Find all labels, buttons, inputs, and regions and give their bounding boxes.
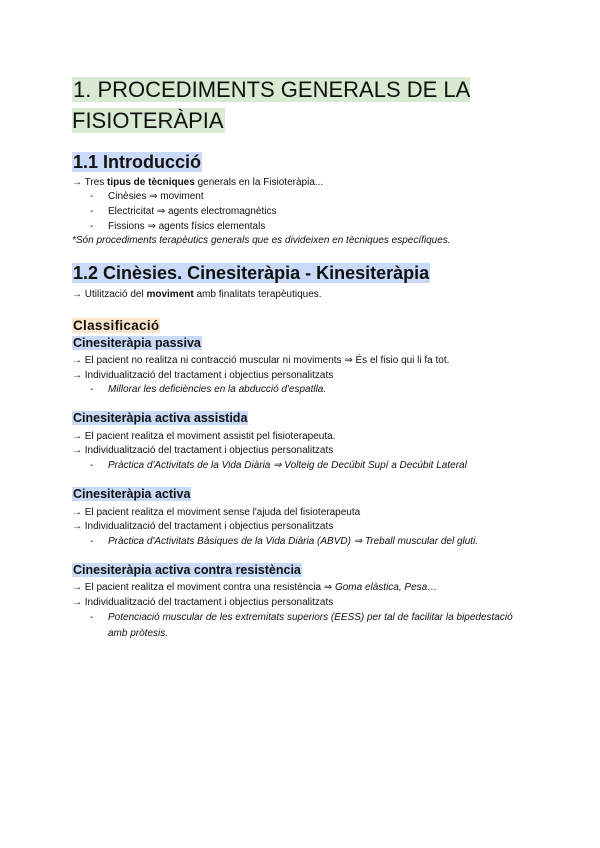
page-title (72, 74, 522, 136)
intro-note: *Són procediments terapèutics generals que es divideixen en tècniques específiques. (72, 235, 451, 246)
type-example: - Pràctica d'Activitats de la Vida Diària ⇒ Volteig de Decúbit Supí a Decúbit Lateral (90, 460, 467, 471)
type-heading-activa-resistencia: Cinesiteràpia activa contra resistència (73, 563, 301, 577)
type-example: Potenciació muscular de les extremitats superiors (EESS) per tal de facilitar la bipedestació amb pròtesis. (108, 612, 513, 639)
type-line: → Individualització del tractament i objectius personalitzats (72, 370, 334, 381)
type-line: → El pacient no realitza ni contracció muscular ni moviments ⇒ És el fisio qui li fa tot. (72, 355, 450, 366)
type-heading-passiva: Cinesiteràpia passiva (73, 336, 201, 350)
list-item: - Fissions ⇒ agents físics elementals (90, 221, 266, 232)
list-item: - Electricitat ⇒ agents electromagnètics (90, 206, 277, 217)
section-heading-introduccio: 1.1 Introducció (73, 152, 202, 172)
page-title-text: 1. PROCEDIMENTS GENERALS DE LA FISIOTERÀPIA (72, 77, 471, 133)
intro-lead: → Tres tipus de tècniques generals en la Fisioteràpia... (72, 177, 324, 188)
list-item: - Cinèsies ⇒ moviment (90, 191, 204, 202)
type-line: → Individualització del tractament i objectius personalitzats (72, 597, 334, 608)
cinesies-lead: → Utilització del moviment amb finalitats terapèutiques. (72, 289, 322, 300)
type-heading-activa: Cinesiteràpia activa (73, 487, 191, 501)
type-heading-activa-assistida: Cinesiteràpia activa assistida (73, 411, 248, 425)
type-line: → Individualització del tractament i objectius personalitzats (72, 445, 334, 456)
type-example: - Pràctica d'Activitats Bàsiques de la Vida Diària (ABVD) ⇒ Treball muscular del gluti. (90, 536, 479, 547)
type-example: - Millorar les deficiències en la abducció d'espatlla. (90, 384, 327, 395)
type-line: → Individualització del tractament i objectius personalitzats (72, 521, 334, 532)
type-line: → El pacient realitza el moviment assistit pel fisioterapeuta. (72, 431, 336, 442)
classification-heading: Classificació (73, 318, 160, 333)
type-line: → El pacient realitza el moviment contra una resistència ⇒ Goma elàstica, Pesa… (72, 582, 438, 593)
list-dash: - (90, 612, 94, 623)
type-line: → El pacient realitza el moviment sense l'ajuda del fisioterapeuta (72, 507, 361, 518)
section-heading-cinesies: 1.2 Cinèsies. Cinesiteràpia - Kinesiteràpia (73, 263, 430, 283)
